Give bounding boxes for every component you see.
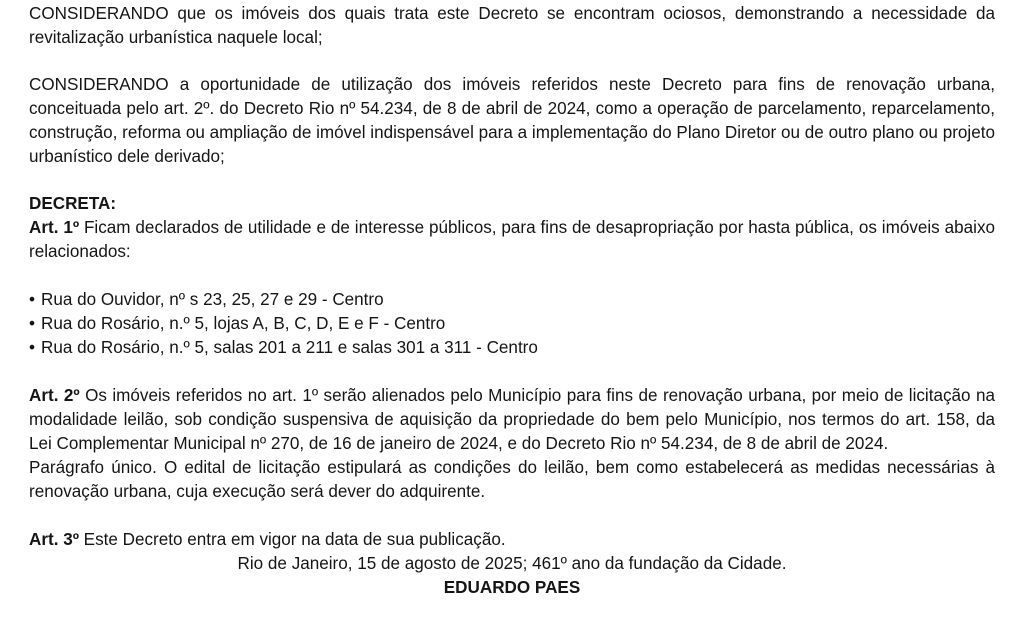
list-item <box>29 336 995 360</box>
article-2-label: Art. 2º <box>29 386 80 405</box>
signature: EDUARDO PAES <box>443 578 581 597</box>
article-1-label: Art. 1º <box>29 218 80 237</box>
bullet-icon: • <box>29 338 35 357</box>
bullet-icon: • <box>29 314 35 333</box>
date-line: Rio de Janeiro, 15 de agosto de 2025; 461º ano da fundação da Cidade. <box>237 554 787 573</box>
paragrafo-unico: Parágrafo único. O edital de licitação estipulará as condições do leilão, bem como estabelecerá as medidas necessárias à renovação urbana, cuja execução será dever do adquirente. <box>29 458 995 501</box>
considerando-paragraph-1: CONSIDERANDO que os imóveis dos quais trata este Decreto se encontram ociosos, demonstrando a necessidade da revitalização urbanística naquele local; <box>29 4 995 47</box>
property-item-text: Rua do Rosário, n.º 5, lojas A, B, C, D, E e F - Centro <box>41 314 446 333</box>
article-3 <box>29 528 995 552</box>
property-item-text: Rua do Ouvidor, nº s 23, 25, 27 e 29 - Centro <box>41 290 384 309</box>
article-3-text: Este Decreto entra em vigor na data de sua publicação. <box>78 530 506 549</box>
article-3-label: Art. 3º <box>29 530 79 549</box>
article-1 <box>29 216 995 264</box>
property-item-text: Rua do Rosário, n.º 5, salas 201 a 211 e salas 301 a 311 - Centro <box>41 338 538 357</box>
list-item <box>29 312 995 336</box>
considerando-paragraph-2: CONSIDERANDO a oportunidade de utilização dos imóveis referidos neste Decreto para fins de renovação urbana, conceituada pelo art. 2º. do Decreto Rio nº 54.234, de 8 de abril de 2024, como a operação de parcelamento, reparcelamento, construção, reforma ou ampliação de imóvel indispensável para a implementação do Plano Diretor ou de outro plano ou projeto urbanístico dele derivado; <box>29 75 995 166</box>
decree-document <box>29 2 995 600</box>
list-item <box>29 288 995 312</box>
bullet-icon: • <box>29 290 35 309</box>
article-2 <box>29 384 995 456</box>
property-list <box>29 288 995 360</box>
article-2-text: Os imóveis referidos no art. 1º serão alienados pelo Município para fins de renovação urbana, por meio de licitação na modalidade leilão, sob condição suspensiva de aquisição da propriedade do bem pelo Município, nos termos do art. 158, da Lei Complementar Municipal nº 270, de 16 de janeiro de 2024, e do Decreto Rio nº 54.234, de 8 de abril de 2024. <box>29 386 995 453</box>
article-1-text: Ficam declarados de utilidade e de interesse públicos, para fins de desapropriação por hasta pública, os imóveis abaixo relacionados: <box>29 218 995 261</box>
decreta-heading: DECRETA: <box>29 194 117 213</box>
